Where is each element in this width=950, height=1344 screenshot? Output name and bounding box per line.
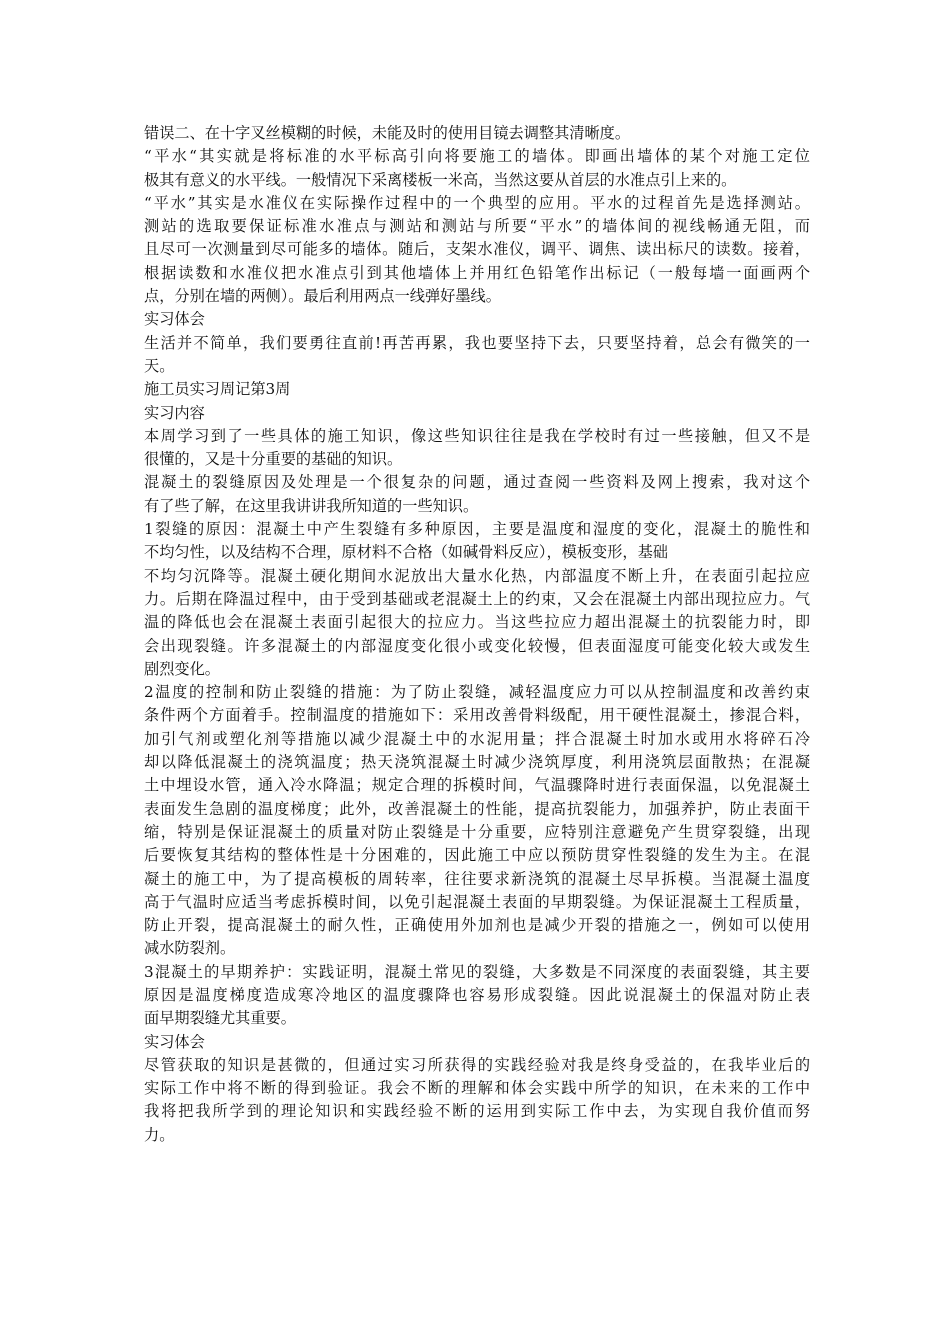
text-line: 会出现裂缝。许多混凝土的内部湿度变化很小或变化较慢，但表面湿度可能变化较大或发生 [144, 636, 810, 655]
text-line: 实际工作中将不断的得到验证。我会不断的理解和体会实践中所学的知识，在未来的工作中 [144, 1079, 810, 1098]
text-line: “平水“其实就是将标准的水平标高引向将要施工的墙体。即画出墙体的某个对施工定位 [144, 147, 810, 166]
text-line: 后要恢复其结构的整体性是十分困难的，因此施工中应以预防贯穿性裂缝的发生为主。在混 [144, 846, 810, 865]
text-line: 不均匀性，以及结构不合理，原材料不合格（如碱骨料反应），模板变形，基础 [144, 543, 668, 562]
text-line: 混凝土的裂缝原因及处理是一个很复杂的问题，通过查阅一些资料及网上搜索，我对这个 [144, 473, 810, 492]
document-body [144, 122, 810, 1147]
text-line: 温的降低也会在混凝土表面引起很大的拉应力。当这些拉应力超出混凝土的抗裂能力时，即 [144, 613, 810, 632]
text-line: 1裂缝的原因：混凝土中产生裂缝有多种原因，主要是温度和湿度的变化，混凝土的脆性和 [144, 520, 810, 539]
text-line: 不均匀沉降等。混凝土硬化期间水泥放出大量水化热，内部温度不断上升，在表面引起拉应 [144, 566, 810, 585]
section-heading: 实习内容 [144, 403, 205, 422]
text-line: 加引气剂或塑化剂等措施以减少混凝土中的水泥用量；拌合混凝土时加水或用水将碎石冷 [144, 729, 810, 748]
text-line: 却以降低混凝土的浇筑温度；热天浇筑混凝土时减少浇筑厚度，利用浇筑层面散热；在混凝 [144, 753, 810, 772]
section-heading: 实习体会 [144, 310, 205, 329]
text-line: 表面发生急剧的温度梯度；此外，改善混凝土的性能，提高抗裂能力，加强养护，防止表面干 [144, 799, 810, 818]
text-line: 力。后期在降温过程中，由于受到基础或老混凝土上的约束，又会在混凝土内部出现拉应力。气 [144, 589, 810, 608]
text-line: 尽管获取的知识是甚微的，但通过实习所获得的实践经验对我是终身受益的，在我毕业后的 [144, 1055, 810, 1074]
text-line: 力。 [144, 1125, 175, 1144]
text-line: 2温度的控制和防止裂缝的措施：为了防止裂缝，减轻温度应力可以从控制温度和改善约束 [144, 683, 810, 702]
text-line: 有了些了解，在这里我讲讲我所知道的一些知识。 [144, 496, 479, 515]
text-line: 凝土的施工中，为了提高模板的周转率，往往要求新浇筑的混凝土尽早拆模。当混凝土温度 [144, 869, 810, 888]
text-line: 条件两个方面着手。控制温度的措施如下：采用改善骨料级配，用干硬性混凝土，掺混合料， [144, 706, 810, 725]
text-line: 错误二、在十字叉丝模糊的时候，未能及时的使用目镜去调整其清晰度。 [144, 124, 630, 142]
text-line: 天。 [144, 356, 175, 375]
text-line: 面早期裂缝尤其重要。 [144, 1009, 296, 1028]
text-line: 减水防裂剂。 [144, 939, 236, 958]
text-line: 土中埋设水管，通入冷水降温；规定合理的拆模时间，气温骤降时进行表面保温，以免混凝土 [144, 776, 810, 795]
text-line: 极其有意义的水平线。一般情况下采离楼板一米高，当然这要从首层的水准点引上来的。 [144, 170, 737, 189]
text-line: 很懂的，又是十分重要的基础的知识。 [144, 450, 403, 469]
text-line: 缩，特别是保证混凝土的质量对防止裂缝是十分重要，应特别注意避免产生贯穿裂缝，出现 [144, 822, 810, 841]
text-line: 防止开裂，提高混凝土的耐久性，正确使用外加剂也是减少开裂的措施之一，例如可以使用 [144, 916, 810, 935]
text-line: 3混凝土的早期养护：实践证明，混凝土常见的裂缝，大多数是不同深度的表面裂缝，其主要 [144, 962, 810, 981]
text-line: 剧烈变化。 [144, 659, 220, 678]
text-line: 原因是温度梯度造成寒冷地区的温度骤降也容易形成裂缝。因此说混凝土的保温对防止表 [144, 985, 810, 1004]
text-line: “平水”其实是水准仪在实际操作过程中的一个典型的应用。平水的过程首先是选择测站。 [144, 193, 810, 212]
text-line: 点，分别在墙的两侧）。最后利用两点一线弹好墨线。 [144, 287, 501, 306]
text-line: 测站的选取要保证标准水准点与测站和测站与所要“平水”的墙体间的视线畅通无阻，而 [144, 217, 810, 236]
text-line: 根据读数和水准仪把水准点引到其他墙体上并用红色铅笔作出标记（一般每墙一面画两个 [144, 263, 810, 282]
text-line: 本周学习到了一些具体的施工知识，像这些知识往往是我在学校时有过一些接触，但又不是 [144, 426, 810, 445]
text-line: 生活并不简单，我们要勇往直前!再苦再累，我也要坚持下去，只要坚持着，总会有微笑的一 [144, 333, 810, 352]
week-title: 施工员实习周记第3周 [144, 380, 291, 399]
text-line: 我将把我所学到的理论知识和实践经验不断的运用到实际工作中去，为实现自我价值而努 [144, 1102, 810, 1121]
section-heading: 实习体会 [144, 1032, 205, 1051]
text-line: 高于气温时应适当考虑拆模时间，以免引起混凝土表面的早期裂缝。为保证混凝土工程质量， [144, 892, 810, 911]
text-line: 且尽可一次测量到尽可能多的墙体。随后，支架水准仪，调平、调焦、读出标尺的读数。接着， [144, 240, 810, 259]
